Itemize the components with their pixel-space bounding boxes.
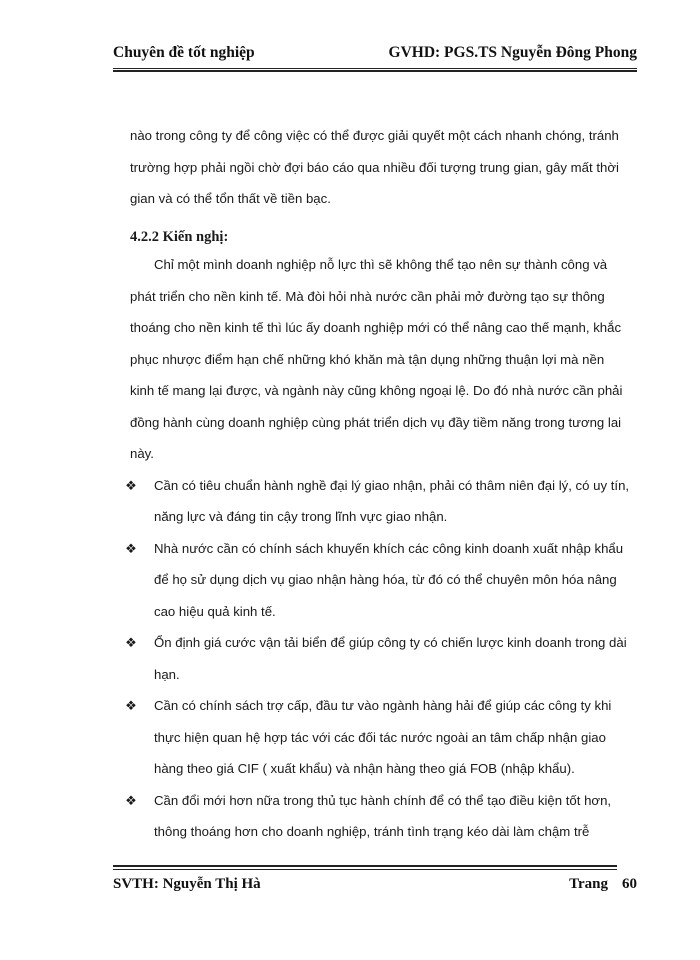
header-rule xyxy=(113,68,637,69)
header-title: Chuyên đề tốt nghiệp xyxy=(113,44,255,61)
list-item-text: Cần đổi mới hơn nữa trong thủ tục hành chính để có thể tạo điều kiện tốt hơn, thông thoáng hơn cho doanh nghiệp, tránh tình trạng kéo dài làm chậm trễ xyxy=(154,792,612,839)
footer-rule xyxy=(113,869,617,870)
list-item xyxy=(125,785,630,848)
footer-rule-thick xyxy=(113,865,617,867)
list-item-text: Cần có tiêu chuẩn hành nghề đại lý giao nhận, phải có thâm niên đại lý, có uy tín, năng lực và đáng tin cậy trong lĩnh vực giao nhận. xyxy=(154,477,630,524)
list-item xyxy=(125,627,630,690)
diamond-bullet-icon: ❖ xyxy=(125,635,137,650)
header-supervisor: GVHD: PGS.TS Nguyễn Đông Phong xyxy=(388,44,637,61)
page-body xyxy=(125,120,630,848)
intro-paragraph: nào trong công ty để công việc có thể được giải quyết một cách nhanh chóng, tránh trường hợp phải ngồi chờ đợi báo cáo qua nhiều đối tượng trung gian, gây mất thời gian và có thể tổn thất về tiền bạc. xyxy=(130,128,619,206)
recommendation-list xyxy=(125,470,630,848)
page-label: Trang xyxy=(569,876,608,892)
diamond-bullet-icon: ❖ xyxy=(125,477,137,493)
list-item-text: Ổn định giá cước vận tải biển để giúp công ty có chiến lược kinh doanh trong dài hạn. xyxy=(154,635,627,682)
list-item xyxy=(125,533,630,628)
list-item xyxy=(125,470,630,533)
diamond-bullet-icon: ❖ xyxy=(125,540,137,556)
footer-page xyxy=(569,876,637,893)
diamond-bullet-icon: ❖ xyxy=(125,698,137,713)
footer-author: SVTH: Nguyễn Thị Hà xyxy=(113,876,261,892)
body-paragraph: Chỉ một mình doanh nghiệp nỗ lực thì sẽ không thể tạo nên sự thành công và phát triển cho nền kinh tế. Mà đòi hỏi nhà nước cần phải mở đường tạo sự thông thoáng cho nền kinh tế thì lúc ấy doanh nghiệp mới có thể nâng cao thế mạnh, khắc phục nhược điểm hạn chế những khó khăn mà tận dụng những thuận lợi mà nền kinh tế mang lại được, và ngành này cũng không ngoại lệ. Do đó nhà nước cần phải đồng hành cùng doanh nghiệp cùng phát triển dịch vụ đầy tiềm năng trong tương lai này. xyxy=(130,257,623,461)
list-item-text: Cần có chính sách trợ cấp, đầu tư vào ngành hàng hải để giúp các công ty khi thực hiện quan hệ hợp tác với các đối tác nước ngoài an tâm chấp nhận giao hàng theo giá CIF ( xuất khẩu) và nhận hàng theo giá FOB (nhập khẩu). xyxy=(154,698,612,776)
list-item-text: Nhà nước cần có chính sách khuyến khích các công kinh doanh xuất nhập khẩu để họ sử dụng dịch vụ giao nhận hàng hóa, từ đó có thể chuyên môn hóa nâng cao hiệu quả kinh tế. xyxy=(154,540,624,619)
header-rule-thick xyxy=(113,70,637,72)
page-number: 60 xyxy=(622,876,637,892)
diamond-bullet-icon: ❖ xyxy=(125,792,137,808)
page-header xyxy=(113,44,637,62)
section-heading: 4.2.2 Kiến nghị: xyxy=(130,228,229,245)
list-item xyxy=(125,690,630,785)
